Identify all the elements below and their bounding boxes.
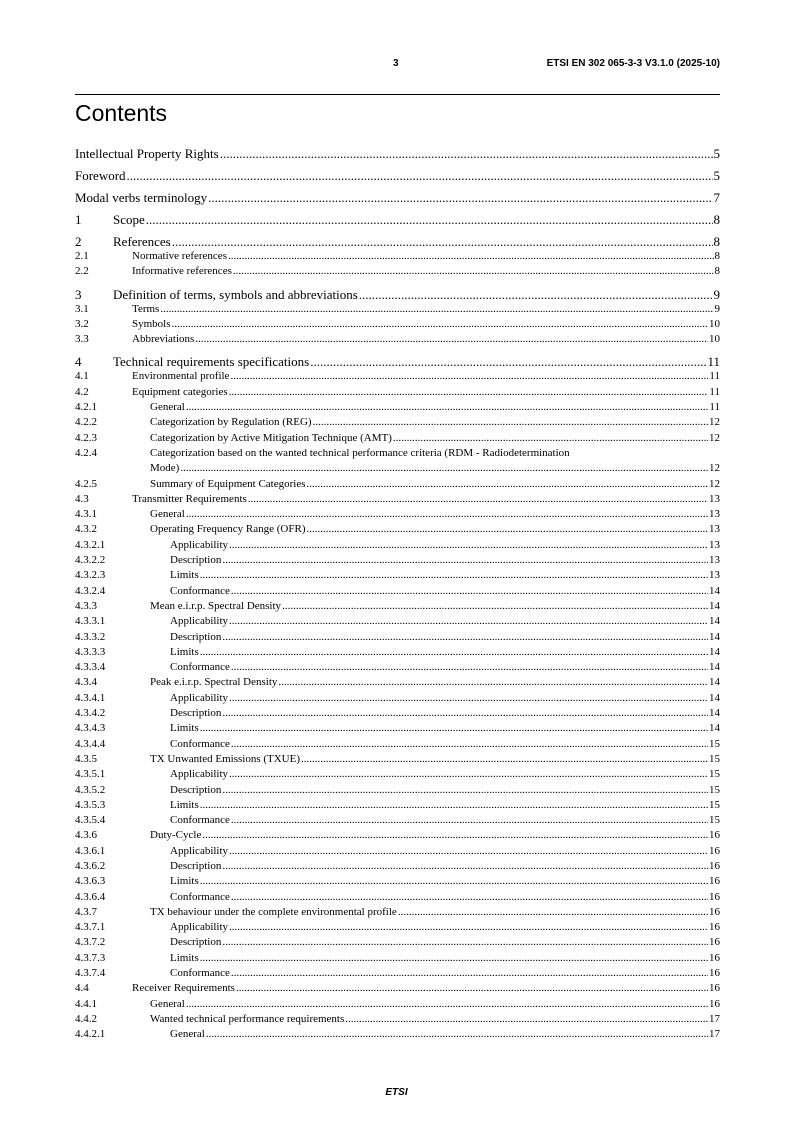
toc-dot-leader xyxy=(231,737,708,752)
toc-entry-number: 4.4 xyxy=(75,982,89,995)
toc-entry-title: Limits xyxy=(170,645,199,658)
toc-dot-leader xyxy=(231,660,708,675)
toc-entry-title: Applicability xyxy=(170,691,229,704)
toc-entry-title: Technical requirements specifications xyxy=(113,354,310,370)
toc-entry-page: 5 xyxy=(713,168,720,183)
toc-entry-title: Normative references xyxy=(132,250,227,262)
toc-entry[interactable] xyxy=(75,234,720,249)
toc-dot-leader xyxy=(345,1012,708,1027)
toc-entry-number: 4.3.3.3 xyxy=(75,645,106,658)
toc-entry-number: 4.3.5.4 xyxy=(75,814,106,827)
toc-entry-number: 3 xyxy=(75,286,82,302)
toc-dot-leader xyxy=(186,507,708,522)
toc-dot-leader xyxy=(233,264,714,279)
toc-entry-title: Conformance xyxy=(170,661,230,674)
toc-dot-leader xyxy=(222,935,708,950)
toc-dot-leader xyxy=(231,966,708,981)
toc-entry-page: 11 xyxy=(707,354,720,370)
toc-entry[interactable] xyxy=(75,522,720,537)
toc-entry-title: Duty-Cycle xyxy=(150,829,202,842)
toc-entry-number: 3.1 xyxy=(75,302,89,315)
toc-entry[interactable] xyxy=(75,431,720,446)
toc-entry[interactable] xyxy=(75,1012,720,1027)
toc-entry-number: 4.3.3 xyxy=(75,599,97,612)
toc-entry-page: 8 xyxy=(713,234,720,249)
toc-entry-page: 13 xyxy=(709,492,720,505)
toc-entry-title: Abbreviations xyxy=(132,333,195,346)
toc-entry[interactable] xyxy=(75,798,720,813)
toc-entry-title: Transmitter Requirements xyxy=(132,492,247,505)
toc-entry-number: 4.2.1 xyxy=(75,401,97,414)
toc-dot-leader xyxy=(307,522,709,537)
toc-dot-leader xyxy=(220,146,713,161)
toc-entry[interactable] xyxy=(75,660,720,675)
toc-entry-title: General xyxy=(150,997,185,1010)
toc-dot-leader xyxy=(229,767,708,782)
toc-entry-title: Description xyxy=(170,554,222,567)
toc-entry[interactable] xyxy=(75,1027,720,1042)
toc-entry[interactable] xyxy=(75,905,720,920)
toc-entry-page: 14 xyxy=(709,707,720,720)
toc-entry-page: 8 xyxy=(713,212,720,227)
toc-entry-number: 4.3.3.2 xyxy=(75,630,106,643)
toc-entry-title: Scope xyxy=(113,212,145,227)
page-number: 3 xyxy=(393,58,399,69)
toc-dot-leader xyxy=(202,828,708,843)
toc-entry[interactable] xyxy=(75,332,720,347)
toc-entry[interactable] xyxy=(75,828,720,843)
toc-dot-leader xyxy=(200,721,708,736)
toc-entry-page: 16 xyxy=(709,997,720,1010)
toc-entry-title: Categorization based on the wanted technical performance criteria (RDM - Radiodetermination xyxy=(150,446,570,459)
toc-entry-page: 13 xyxy=(709,508,720,521)
toc-entry-title: Applicability xyxy=(170,615,229,628)
toc-dot-leader xyxy=(393,431,708,446)
toc-entry-title: Informative references xyxy=(132,265,232,278)
toc-entry-page: 9 xyxy=(713,286,720,302)
toc-entry[interactable] xyxy=(75,721,720,736)
toc-entry-number: 4.3.3.4 xyxy=(75,661,106,674)
toc-entry[interactable] xyxy=(75,317,720,332)
toc-entry[interactable] xyxy=(75,302,720,317)
toc-entry-title: Applicability xyxy=(170,768,229,781)
toc-entry-number: 4.1 xyxy=(75,370,89,383)
toc-entry-page: 14 xyxy=(709,645,720,658)
toc-dot-leader xyxy=(248,492,708,507)
toc-entry-page: 17 xyxy=(709,1012,720,1025)
toc-entry-title: Conformance xyxy=(170,737,230,750)
toc-entry-number: 4.3.5.3 xyxy=(75,798,106,811)
toc-entry-title: Definition of terms, symbols and abbreviations xyxy=(113,286,358,302)
toc-entry-line xyxy=(75,446,720,461)
toc-entry[interactable] xyxy=(75,614,720,629)
toc-entry[interactable] xyxy=(75,935,720,950)
toc-entry-number: 4.3.2 xyxy=(75,523,97,536)
toc-entry[interactable] xyxy=(75,920,720,935)
toc-entry-number: 4.3.7 xyxy=(75,905,97,918)
toc-entry[interactable] xyxy=(75,568,720,583)
toc-dot-leader xyxy=(160,302,713,317)
toc-entry[interactable] xyxy=(75,675,720,690)
toc-dot-leader xyxy=(222,783,708,798)
toc-dot-leader xyxy=(127,168,713,183)
toc-dot-leader xyxy=(231,813,708,828)
toc-entry-title: Conformance xyxy=(170,890,230,903)
toc-entry[interactable] xyxy=(75,951,720,966)
toc-entry-page: 14 xyxy=(709,691,720,704)
toc-dot-leader xyxy=(200,798,708,813)
toc-entry-page: 5 xyxy=(713,146,720,161)
toc-entry[interactable] xyxy=(75,997,720,1012)
toc-entry-page: 11 xyxy=(709,370,720,383)
toc-entry-number: 4.3.4.3 xyxy=(75,722,106,735)
toc-dot-leader xyxy=(222,859,708,874)
toc-entry-number: 4.3.7.2 xyxy=(75,936,106,949)
toc-dot-leader xyxy=(146,212,713,227)
toc-entry[interactable] xyxy=(75,783,720,798)
toc-dot-leader xyxy=(229,385,709,400)
toc-entry-title: Conformance xyxy=(170,584,230,597)
toc-entry-page: 14 xyxy=(709,630,720,643)
toc-entry-number: 4.2.2 xyxy=(75,416,97,429)
toc-dot-leader xyxy=(282,599,708,614)
toc-entry-page: 15 xyxy=(709,814,720,827)
toc-entry-page: 8 xyxy=(714,250,720,262)
page-title: Contents xyxy=(75,100,168,126)
toc-entry[interactable] xyxy=(75,168,720,183)
page-header xyxy=(75,58,720,72)
toc-entry-number: 4.2 xyxy=(75,385,89,398)
toc-entry-title: Modal verbs terminology xyxy=(75,190,208,205)
toc-entry[interactable] xyxy=(75,966,720,981)
toc-dot-leader xyxy=(301,752,708,767)
toc-entry-page: 9 xyxy=(714,302,720,315)
toc-dot-leader xyxy=(229,691,708,706)
toc-entry-page: 13 xyxy=(709,569,720,582)
toc-entry[interactable] xyxy=(75,859,720,874)
toc-entry-number: 4.3.2.2 xyxy=(75,554,106,567)
header-divider xyxy=(75,94,720,95)
toc-entry-page: 7 xyxy=(713,190,720,205)
toc-entry[interactable] xyxy=(75,981,720,996)
toc-entry-title: Categorization by Active Mitigation Technique (AMT) xyxy=(150,431,392,444)
toc-entry-page: 16 xyxy=(709,921,720,934)
toc-entry-page: 16 xyxy=(709,951,720,964)
toc-entry-page: 14 xyxy=(709,722,720,735)
toc-entry-title: Receiver Requirements xyxy=(132,982,235,995)
toc-entry-title-continued: Mode) xyxy=(150,462,180,475)
toc-dot-leader xyxy=(208,190,712,205)
toc-dot-leader xyxy=(229,614,708,629)
toc-entry-page: 14 xyxy=(709,615,720,628)
toc-entry-number: 4.3.4.4 xyxy=(75,737,106,750)
toc-entry-number: 2 xyxy=(75,234,82,249)
toc-dot-leader xyxy=(398,905,708,920)
toc-entry-page: 13 xyxy=(709,554,720,567)
toc-entry-page: 16 xyxy=(709,967,720,980)
toc-entry-page: 14 xyxy=(709,599,720,612)
toc-dot-leader xyxy=(172,234,713,249)
toc-entry-number: 4.3.1 xyxy=(75,508,97,521)
toc-entry-page: 8 xyxy=(714,265,720,278)
toc-entry-page: 14 xyxy=(709,676,720,689)
toc-dot-leader xyxy=(229,844,708,859)
toc-entry-number: 4.4.2.1 xyxy=(75,1028,106,1041)
toc-entry-line xyxy=(75,461,720,476)
toc-entry-page: 12 xyxy=(709,416,720,429)
toc-entry[interactable] xyxy=(75,584,720,599)
document-id: ETSI EN 302 065-3-3 V3.1.0 (2025-10) xyxy=(546,58,720,69)
toc-dot-leader xyxy=(310,354,706,369)
toc-entry-title: Limits xyxy=(170,798,199,811)
toc-dot-leader xyxy=(236,981,708,996)
toc-entry[interactable] xyxy=(75,477,720,492)
toc-dot-leader xyxy=(222,630,708,645)
toc-entry[interactable] xyxy=(75,369,720,384)
toc-entry[interactable] xyxy=(75,212,720,227)
toc-entry[interactable] xyxy=(75,190,720,205)
toc-dot-leader xyxy=(206,1027,708,1042)
toc-entry-number: 4.3.2.4 xyxy=(75,584,106,597)
toc-dot-leader xyxy=(231,890,708,905)
toc-entry[interactable] xyxy=(75,813,720,828)
toc-dot-leader xyxy=(186,997,708,1012)
toc-entry-page: 12 xyxy=(709,477,720,490)
toc-entry-title: Wanted technical performance requirements xyxy=(150,1012,345,1025)
toc-dot-leader xyxy=(200,951,708,966)
toc-entry-title: Environmental profile xyxy=(132,370,230,383)
toc-entry-page: 11 xyxy=(709,385,720,398)
toc-entry-page: 15 xyxy=(709,798,720,811)
toc-entry-number: 4.3.2.1 xyxy=(75,538,106,551)
toc-entry[interactable] xyxy=(75,264,720,279)
toc-entry[interactable] xyxy=(75,249,720,264)
toc-entry-number: 4.4.1 xyxy=(75,997,97,1010)
toc-entry-page: 15 xyxy=(709,737,720,750)
toc-entry-title: Description xyxy=(170,936,222,949)
toc-entry-number: 4.3.4.1 xyxy=(75,691,106,704)
toc-entry-number: 4.3.5.1 xyxy=(75,768,106,781)
toc-entry[interactable] xyxy=(75,146,720,161)
toc-entry-number: 4 xyxy=(75,354,82,370)
toc-entry-title: Limits xyxy=(170,569,199,582)
toc-entry-title: Summary of Equipment Categories xyxy=(150,477,306,490)
toc-dot-leader xyxy=(195,332,708,347)
toc-dot-leader xyxy=(307,477,709,492)
toc-entry[interactable] xyxy=(75,507,720,522)
toc-entry-number: 4.3.6 xyxy=(75,829,97,842)
toc-entry[interactable] xyxy=(75,446,720,477)
toc-entry-number: 4.3.4 xyxy=(75,676,97,689)
toc-entry[interactable] xyxy=(75,400,720,415)
toc-entry-number: 4.2.5 xyxy=(75,477,97,490)
toc-entry-title: Description xyxy=(170,783,222,796)
toc-entry[interactable] xyxy=(75,385,720,400)
toc-dot-leader xyxy=(228,249,714,264)
toc-entry-page: 17 xyxy=(709,1028,720,1041)
toc-entry[interactable] xyxy=(75,874,720,889)
toc-entry-page: 16 xyxy=(709,859,720,872)
toc-entry-page: 16 xyxy=(709,875,720,888)
toc-dot-leader xyxy=(200,874,708,889)
toc-entry-title: Applicability xyxy=(170,844,229,857)
table-of-contents xyxy=(75,146,720,1043)
toc-entry-title: General xyxy=(170,1028,205,1041)
toc-entry-title: Description xyxy=(170,707,222,720)
toc-entry[interactable] xyxy=(75,737,720,752)
toc-entry-number: 4.2.3 xyxy=(75,431,97,444)
toc-entry-title: Limits xyxy=(170,875,199,888)
toc-entry-title: Terms xyxy=(132,302,160,315)
toc-entry[interactable] xyxy=(75,844,720,859)
toc-entry-page: 16 xyxy=(709,905,720,918)
toc-entry-title: Mean e.i.r.p. Spectral Density xyxy=(150,599,282,612)
toc-entry-title: Foreword xyxy=(75,168,126,183)
toc-entry[interactable] xyxy=(75,630,720,645)
toc-dot-leader xyxy=(222,553,708,568)
toc-dot-leader xyxy=(180,461,708,476)
toc-entry-title: TX behaviour under the complete environmental profile xyxy=(150,905,397,918)
footer-etsi: ETSI xyxy=(385,1087,408,1098)
toc-entry-number: 3.3 xyxy=(75,333,89,346)
toc-dot-leader xyxy=(200,568,708,583)
toc-entry-title: Conformance xyxy=(170,967,230,980)
toc-entry-page: 15 xyxy=(709,752,720,765)
toc-entry-title: TX Unwanted Emissions (TXUE) xyxy=(150,752,301,765)
toc-entry-page: 10 xyxy=(709,317,720,330)
toc-entry-title: Applicability xyxy=(170,921,229,934)
toc-entry[interactable] xyxy=(75,492,720,507)
toc-entry-page: 14 xyxy=(709,584,720,597)
toc-entry-number: 4.3.3.1 xyxy=(75,615,106,628)
toc-entry-title: References xyxy=(113,234,171,249)
toc-entry[interactable] xyxy=(75,599,720,614)
toc-dot-leader xyxy=(186,400,709,415)
toc-entry[interactable] xyxy=(75,287,720,302)
toc-entry-number: 2.2 xyxy=(75,265,89,278)
toc-dot-leader xyxy=(313,415,708,430)
toc-entry-page: 16 xyxy=(709,936,720,949)
toc-entry[interactable] xyxy=(75,645,720,660)
toc-entry-page: 15 xyxy=(709,783,720,796)
toc-entry-page: 15 xyxy=(709,768,720,781)
toc-entry-number: 4.3.2.3 xyxy=(75,569,106,582)
toc-entry-title: General xyxy=(150,401,185,414)
toc-dot-leader xyxy=(278,675,708,690)
toc-entry-title: Description xyxy=(170,859,222,872)
toc-entry-page: 14 xyxy=(709,661,720,674)
toc-entry-page: 16 xyxy=(709,844,720,857)
toc-entry-number: 3.2 xyxy=(75,317,89,330)
toc-entry-page: 16 xyxy=(709,982,720,995)
toc-entry[interactable] xyxy=(75,415,720,430)
toc-entry-number: 4.3.6.3 xyxy=(75,875,106,888)
toc-entry-title: General xyxy=(150,508,185,521)
toc-entry-page: 12 xyxy=(709,462,720,475)
toc-dot-leader xyxy=(359,287,713,302)
toc-entry[interactable] xyxy=(75,538,720,553)
toc-entry-number: 4.3.7.1 xyxy=(75,921,106,934)
toc-entry-number: 2.1 xyxy=(75,250,89,262)
toc-entry-page: 16 xyxy=(709,890,720,903)
toc-entry-number: 4.3.7.4 xyxy=(75,967,106,980)
toc-entry-page: 16 xyxy=(709,829,720,842)
toc-entry-title: Peak e.i.r.p. Spectral Density xyxy=(150,676,278,689)
toc-entry[interactable] xyxy=(75,767,720,782)
toc-dot-leader xyxy=(231,584,708,599)
toc-dot-leader xyxy=(172,317,708,332)
toc-entry[interactable] xyxy=(75,706,720,721)
toc-entry-page: 12 xyxy=(709,431,720,444)
toc-dot-leader xyxy=(200,645,708,660)
toc-entry-number: 4.3.6.4 xyxy=(75,890,106,903)
toc-entry-number: 4.2.4 xyxy=(75,446,97,459)
toc-entry-title: Applicability xyxy=(170,538,229,551)
toc-entry-number: 4.3.5 xyxy=(75,752,97,765)
toc-entry-number: 4.3.5.2 xyxy=(75,783,106,796)
toc-entry-title: Categorization by Regulation (REG) xyxy=(150,416,312,429)
toc-entry-number: 4.3.6.1 xyxy=(75,844,106,857)
toc-entry-page: 10 xyxy=(709,333,720,346)
toc-entry-page: 11 xyxy=(709,401,720,414)
toc-entry-title: Limits xyxy=(170,951,199,964)
toc-dot-leader xyxy=(229,920,708,935)
toc-entry-title: Intellectual Property Rights xyxy=(75,146,219,161)
toc-dot-leader xyxy=(222,706,708,721)
toc-dot-leader xyxy=(230,369,708,384)
toc-entry-title: Description xyxy=(170,630,222,643)
toc-entry[interactable] xyxy=(75,691,720,706)
toc-entry-title: Equipment categories xyxy=(132,385,228,398)
toc-entry-number: 4.3.7.3 xyxy=(75,951,106,964)
toc-entry-number: 1 xyxy=(75,212,82,227)
toc-entry-page: 13 xyxy=(709,523,720,536)
toc-entry-title: Symbols xyxy=(132,317,171,330)
toc-entry[interactable] xyxy=(75,553,720,568)
toc-entry[interactable] xyxy=(75,752,720,767)
toc-entry-page: 13 xyxy=(709,538,720,551)
toc-entry-number: 4.3.6.2 xyxy=(75,859,106,872)
toc-entry-title: Conformance xyxy=(170,814,230,827)
toc-entry[interactable] xyxy=(75,354,720,369)
toc-entry-number: 4.3.4.2 xyxy=(75,707,106,720)
toc-dot-leader xyxy=(229,538,708,553)
toc-entry-number: 4.4.2 xyxy=(75,1012,97,1025)
toc-entry[interactable] xyxy=(75,890,720,905)
toc-entry-title: Operating Frequency Range (OFR) xyxy=(150,523,306,536)
toc-entry-title: Limits xyxy=(170,722,199,735)
toc-entry-number: 4.3 xyxy=(75,492,89,505)
